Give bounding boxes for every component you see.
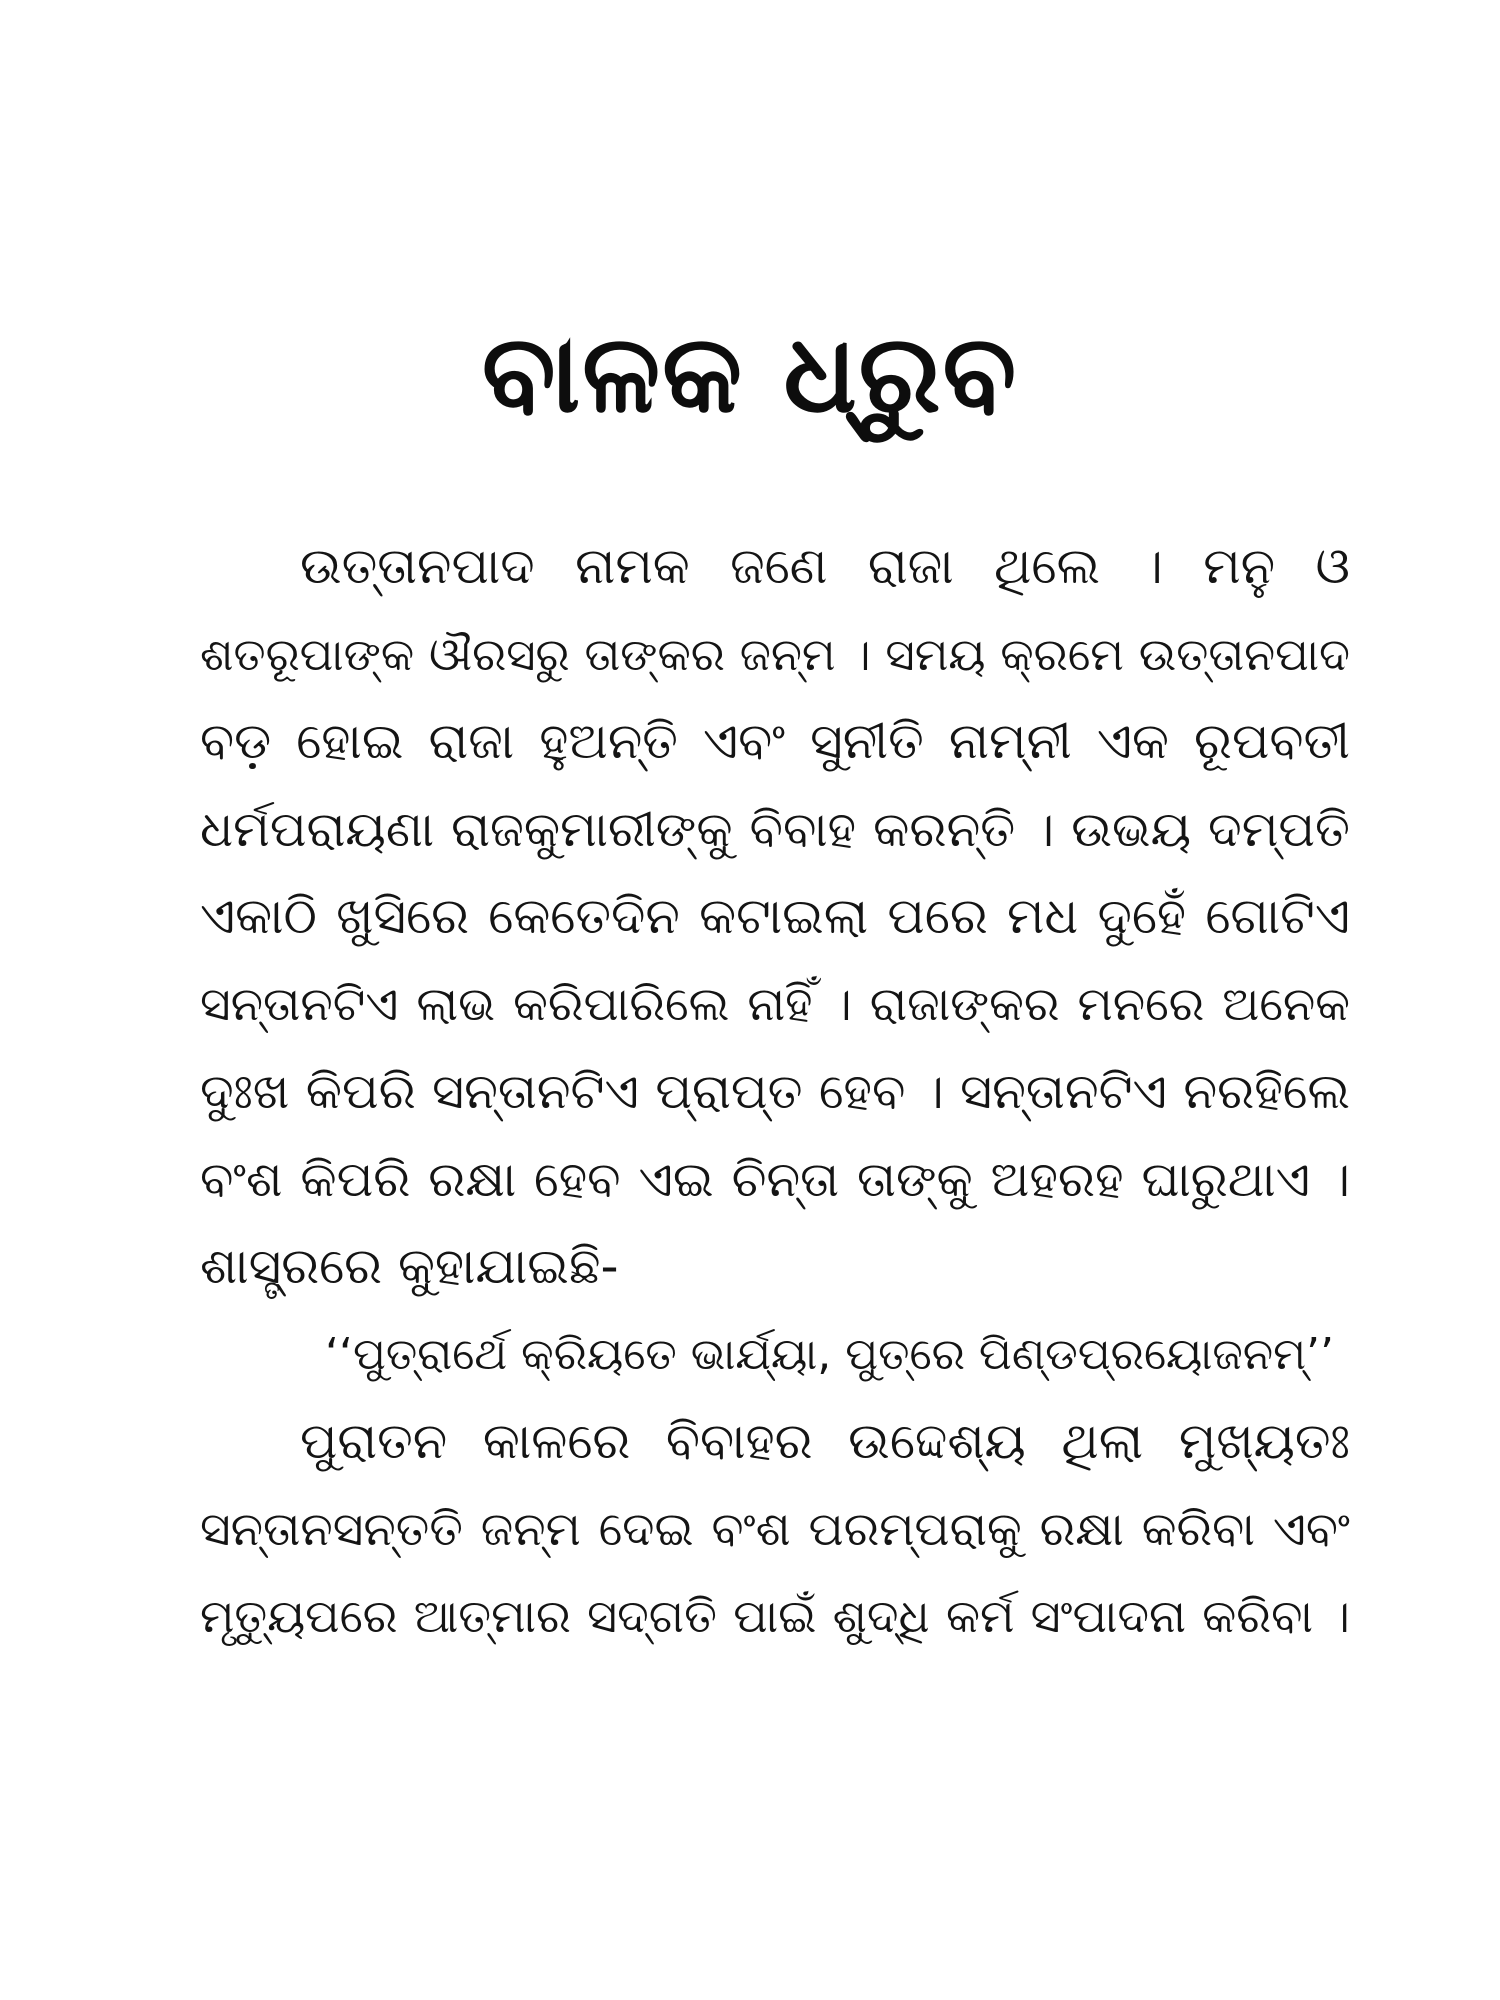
paragraph-line: ଧର୍ମପରାୟଣା ରାଜକୁମାରୀଙ୍କୁ ବିବାହ କରନ୍ତି । ଉଭୟ ଦମ୍ପତି xyxy=(200,800,1350,858)
paragraph-line: ବଂଶ କିପରି ରକ୍ଷା ହେବ ଏଇ ଚିନ୍ତା ତାଙ୍କୁ ଅହରହ ଘାରୁଥାଏ । xyxy=(200,1150,1350,1208)
paragraph-line: ମୃତ୍ୟୁପରେ ଆତ୍ମାର ସଦ୍‌ଗତି ପାଇଁ ଶୁଦ୍ଧି କର୍ମ ସଂପାଦନା କରିବା । xyxy=(200,1589,1350,1643)
paragraph-line: ପୁରାତନ କାଳରେ ବିବାହର ଉଦ୍ଦେଶ୍ୟ ଥିଲା ମୁଖ୍ୟତଃ xyxy=(300,1412,1350,1470)
paragraph-line: ଦୁଃଖ କିପରି ସନ୍ତାନଟିଏ ପ୍ରାପ୍ତ ହେବ । ସନ୍ତାନଟିଏ ନରହିଲେ xyxy=(200,1063,1350,1120)
paragraph-line: ଉତ୍ତାନପାଦ ନାମକ ଜଣେ ରାଜା ଥିଲେ । ମନୁ ଓ xyxy=(300,537,1350,595)
paragraph-line: ବଡ଼ ହୋଇ ରାଜା ହୁଅନ୍ତି ଏବଂ ସୁନୀତି ନାମ୍ନୀ ଏକ ରୂପବତୀ xyxy=(200,712,1350,770)
paragraph-line: ସନ୍ତାନଟିଏ ଲାଭ କରିପାରିଲେ ନାହିଁ । ରାଜାଙ୍କର ମନରେ ଅନେକ xyxy=(200,976,1350,1032)
story-text xyxy=(200,523,1350,1661)
sanskrit-quote: ‘‘ପୁତ୍ରାର୍ଥେ କ୍ରିୟତେ ଭାର୍ଯ୍ୟା, ପୁତ୍ରେ ପିଣ୍ଡପ୍ରୟୋଜନମ୍’’ xyxy=(325,1328,1334,1380)
paragraph-line: ସନ୍ତାନସନ୍ତତି ଜନ୍ମ ଦେଇ ବଂଶ ପରମ୍ପରାକୁ ରକ୍ଷା କରିବା ଏବଂ xyxy=(200,1501,1350,1557)
paragraph-line: ଏକାଠି ଖୁସିରେ କେତେଦିନ କଟାଇଲା ପରେ ମଧ ଦୁହେଁ ଗୋଟିଏ xyxy=(200,887,1350,945)
paragraph-line: ଶାସ୍ତ୍ରରେ କୁହାଯାଇଛି- xyxy=(200,1237,619,1295)
paragraph-line: ଶତରୂପାଙ୍କ ଔରସରୁ ତାଙ୍କର ଜନ୍ମ । ସମୟ କ୍ରମେ ଉତ୍ତାନପାଦ xyxy=(200,627,1350,681)
page-title: ବାଳକ ଧ୍ରୁବ xyxy=(481,312,1019,437)
